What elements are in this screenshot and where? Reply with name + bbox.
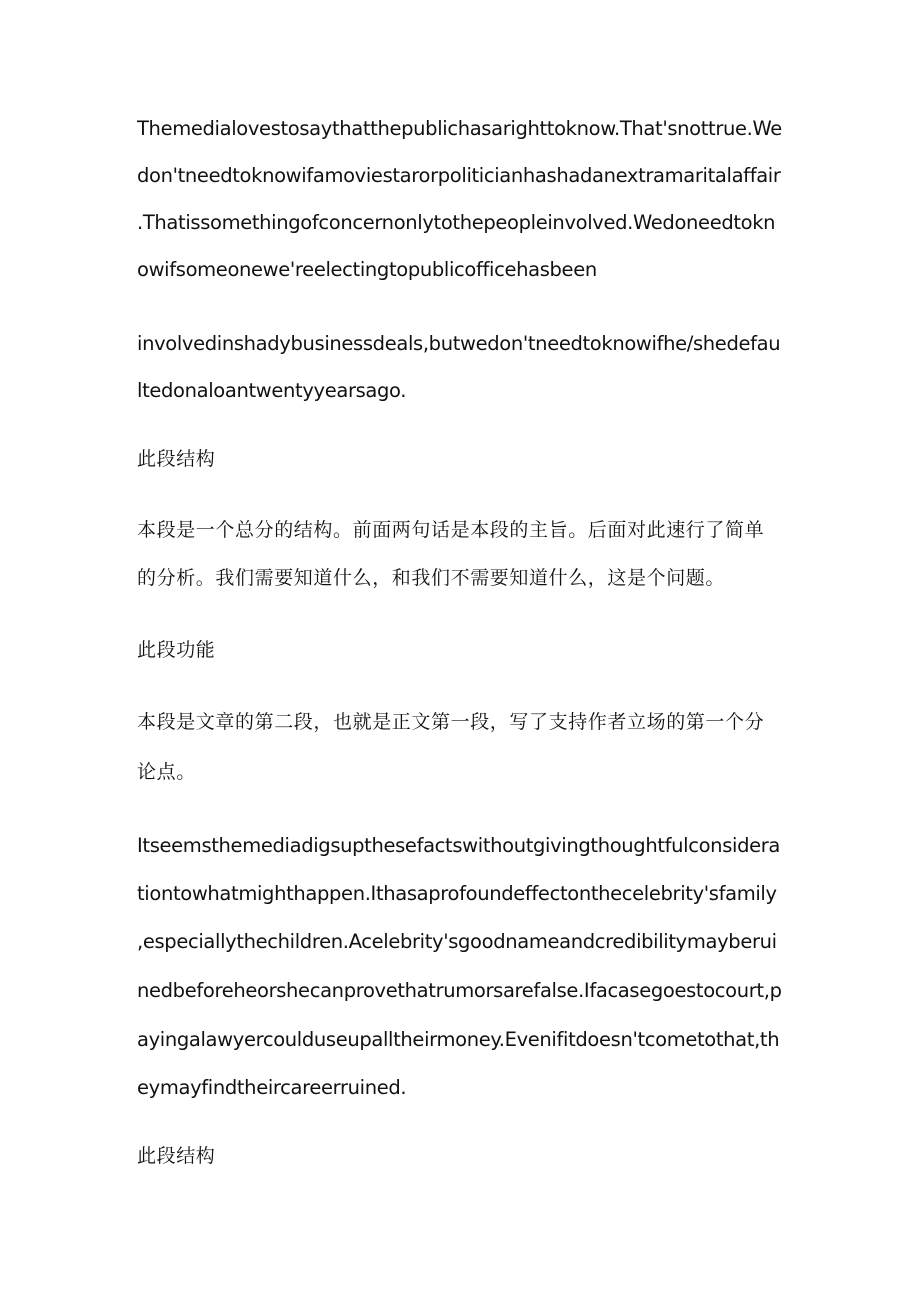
paragraph-line: tiontowhatmighthappen.Ithasaprofoundeffectonthecelebrity'sfamily — [137, 882, 777, 905]
paragraph-line: 的分析。我们需要知道什么，和我们不需要知道什么，这是个问题。 — [137, 567, 726, 589]
paragraph-line: don'tneedtoknowifamoviestarorpoliticianhashadanextramaritalaffair — [137, 164, 781, 187]
paragraph-line: ayingalawyercoulduseupalltheirmoney.Evenifitdoesn'tcometothat,th — [137, 1028, 780, 1051]
paragraph-line: ,especiallythechildren.Acelebrity'sgoodnameandcredibilitymayberui — [137, 930, 777, 953]
paragraph-line: 本段是文章的第二段，也就是正文第一段，写了支持作者立场的第一个分 — [137, 711, 765, 733]
paragraph-line: 论点。 — [137, 761, 196, 783]
paragraph-line: nedbeforeheorshecanprovethatrumorsarefalse.Ifacasegoestocourt,p — [137, 979, 782, 1002]
paragraph-line: owifsomeonewe'reelectingtopublicofficehasbeen — [137, 258, 597, 281]
paragraph-line: .Thatissomethingofconcernonlytothepeopleinvolved.Wedoneedtokn — [137, 211, 776, 234]
paragraph-line: Themedialovestosaythatthepublichasarighttoknow.That'snottrue.We — [137, 117, 782, 140]
paragraph-line: involvedinshadybusinessdeals,butwedon'tneedtoknowifhe/shedefau — [137, 332, 781, 355]
paragraph-line: 本段是一个总分的结构。前面两句话是本段的主旨。后面对此速行了简单 — [137, 519, 765, 541]
section-heading: 此段功能 — [137, 639, 216, 661]
paragraph-line: ltedonaloantwentyyearsago. — [137, 379, 407, 402]
section-heading: 此段结构 — [137, 448, 216, 470]
paragraph-line: Itseemsthemediadigsupthesefactswithoutgivingthoughtfulconsidera — [137, 834, 781, 857]
paragraph-line: eymayfindtheircareerruined. — [137, 1076, 407, 1099]
section-heading: 此段结构 — [137, 1145, 216, 1167]
